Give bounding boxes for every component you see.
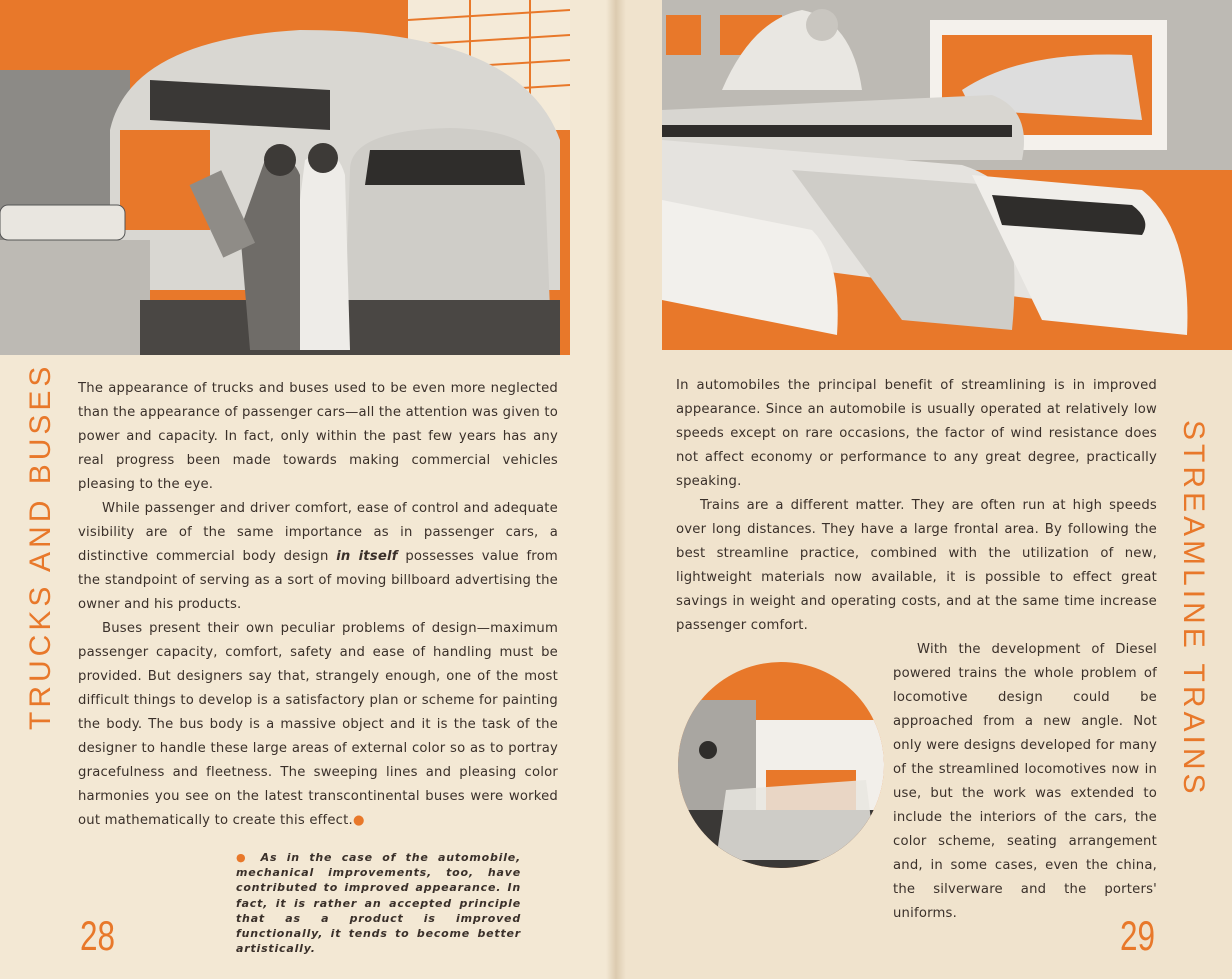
section-title-trucks-and-buses: TRUCKS AND BUSES bbox=[24, 362, 57, 730]
footnote-text: As in the case of the automobile, mechanical improvements, too, have contributed to improved appearance. In fact, it is rather an accepted principle that as a product is improved functionally, it tends to become better artistically. bbox=[236, 851, 521, 956]
paragraph bbox=[78, 497, 558, 617]
paragraph bbox=[78, 617, 558, 833]
right-body-text-top bbox=[676, 374, 1157, 638]
section-title-streamline-trains: STREAMLINE TRAINS bbox=[1177, 420, 1210, 798]
paragraph: In automobiles the principal benefit of streamlining is in improved appearance. Since an automobile is usually operated at relatively low speeds except on rare occasions, the factor of wind resistance does not affect economy or performance to any great degree, practically speaking. bbox=[676, 378, 1157, 489]
right-body-text-wrap bbox=[893, 638, 1157, 926]
page-number: 28 bbox=[80, 912, 116, 959]
page-number: 29 bbox=[1120, 912, 1156, 959]
book-gutter bbox=[606, 0, 626, 979]
footnote-marker: ● bbox=[352, 813, 365, 828]
emphasis: in itself bbox=[336, 549, 398, 564]
left-body-text bbox=[78, 377, 558, 833]
right-page bbox=[616, 0, 1232, 979]
train-interior-circle-illustration bbox=[676, 660, 886, 870]
paragraph: Trains are a different matter. They are often run at high speeds over long distances. They have a large frontal area. By following the best streamline practice, combined with the utilization of new, lightweight materials now available, it is possible to effect great savings in weight and operating costs, and at the same time increase passenger comfort. bbox=[676, 498, 1157, 633]
designers-with-bus-and-car-illustration bbox=[0, 0, 570, 355]
paragraph: The appearance of trucks and buses used to be even more neglected than the appearance of passenger cars—all the attention was given to power and capacity. In fact, only within the past few years has any real progress been made towards making commercial vehicles pleasing to the eye. bbox=[78, 381, 558, 492]
paragraph: With the development of Diesel powered trains the whole problem of locomotive design could be approached from a new angle. Not only were designs developed for many of the streamlined locomotives now in use, but the work was extended to include the interiors of the cars, the color scheme, seating arrangement and, in some cases, even the china, the silverware and the porters' uniforms. bbox=[893, 642, 1157, 921]
footnote-marker: ● bbox=[236, 851, 252, 864]
text: While passenger and driver comfort, ease of control and adequate visibility are of the same importance as in passenger cars, a distinctive commercial body design bbox=[78, 501, 558, 564]
text: possesses value from the standpoint of serving as a sort of moving billboard advertising the owner and his products. bbox=[78, 549, 558, 612]
text: Buses present their own peculiar problems of design—maximum passenger capacity, comfort, safety and ease of handling must be provided. But designers say that, strangely enough, one of the most difficult things to develop is a satisfactory plan or scheme for painting the body. The bus body is a massive object and it is the task of the designer to handle these large areas of external color so as to portray gracefulness and fleetness. The sweeping lines and pleasing color harmonies you see on the latest transcontinental buses were worked out mathematically to create this effect. bbox=[78, 621, 558, 828]
streamline-trains-illustration bbox=[662, 0, 1232, 350]
footnote bbox=[236, 850, 521, 956]
